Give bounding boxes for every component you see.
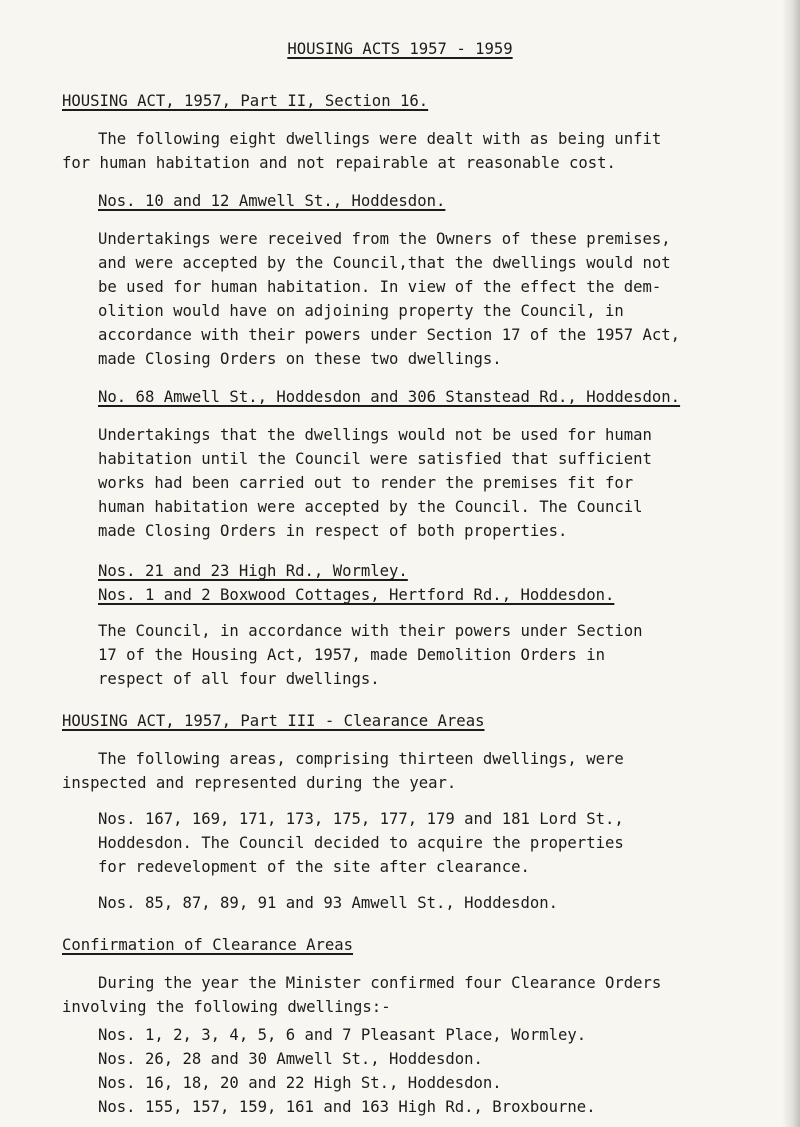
- paragraph-line: inspected and represented during the year.: [62, 774, 457, 792]
- paragraph-line: Nos. 85, 87, 89, 91 and 93 Amwell St., Hoddesdon.: [98, 894, 559, 912]
- item-heading: Nos. 10 and 12 Amwell St., Hoddesdon.: [98, 192, 446, 210]
- item-heading: Nos. 21 and 23 High Rd., Wormley.: [98, 562, 408, 580]
- paragraph-line: The following eight dwellings were dealt with as being unfit: [98, 130, 662, 148]
- paragraph-line: respect of all four dwellings.: [98, 670, 380, 688]
- paragraph-line: and were accepted by the Council,that the dwellings would not: [98, 254, 671, 272]
- list-item: Nos. 155, 157, 159, 161 and 163 High Rd., Broxbourne.: [98, 1098, 596, 1116]
- paragraph-line: made Closing Orders on these two dwellings.: [98, 350, 502, 368]
- paragraph-line: habitation until the Council were satisfied that sufficient: [98, 450, 652, 468]
- paragraph-line: Undertakings that the dwellings would not be used for human: [98, 426, 652, 444]
- paragraph-line: The following areas, comprising thirteen dwellings, were: [98, 750, 624, 768]
- paragraph-line: The Council, in accordance with their powers under Section: [98, 622, 643, 640]
- paragraph-line: be used for human habitation. In view of the effect the dem-: [98, 278, 662, 296]
- paragraph-line: Nos. 167, 169, 171, 173, 175, 177, 179 and 181 Lord St.,: [98, 810, 624, 828]
- item-heading: Nos. 1 and 2 Boxwood Cottages, Hertford Rd., Hoddesdon.: [98, 586, 615, 604]
- paragraph-line: Undertakings were received from the Owners of these premises,: [98, 230, 671, 248]
- item-heading: No. 68 Amwell St., Hoddesdon and 306 Stanstead Rd., Hoddesdon.: [98, 388, 681, 406]
- section-heading-part2: HOUSING ACT, 1957, Part II, Section 16.: [62, 92, 429, 110]
- paragraph-line: accordance with their powers under Section 17 of the 1957 Act,: [98, 326, 681, 344]
- paragraph-line: for human habitation and not repairable at reasonable cost.: [62, 154, 616, 172]
- paragraph-line: for redevelopment of the site after clearance.: [98, 858, 530, 876]
- paragraph-line: Hoddesdon. The Council decided to acquire the properties: [98, 834, 624, 852]
- document-title: HOUSING ACTS 1957 - 1959: [287, 40, 513, 58]
- section-heading-confirmation: Confirmation of Clearance Areas: [62, 936, 354, 954]
- paragraph-line: involving the following dwellings:-: [62, 998, 391, 1016]
- list-item: Nos. 1, 2, 3, 4, 5, 6 and 7 Pleasant Place, Wormley.: [98, 1026, 587, 1044]
- paragraph-line: human habitation were accepted by the Council. The Council: [98, 498, 643, 516]
- list-item: Nos. 26, 28 and 30 Amwell St., Hoddesdon.: [98, 1050, 483, 1068]
- paragraph-line: olition would have on adjoining property the Council, in: [98, 302, 624, 320]
- paragraph-line: During the year the Minister confirmed four Clearance Orders: [98, 974, 662, 992]
- paragraph-line: works had been carried out to render the premises fit for: [98, 474, 634, 492]
- paragraph-line: made Closing Orders in respect of both properties.: [98, 522, 568, 540]
- list-item: Nos. 16, 18, 20 and 22 High St., Hoddesdon.: [98, 1074, 502, 1092]
- paragraph-line: 17 of the Housing Act, 1957, made Demolition Orders in: [98, 646, 605, 664]
- page-edge-shadow: [782, 0, 800, 1127]
- section-heading-part3: HOUSING ACT, 1957, Part III - Clearance Areas: [62, 712, 485, 730]
